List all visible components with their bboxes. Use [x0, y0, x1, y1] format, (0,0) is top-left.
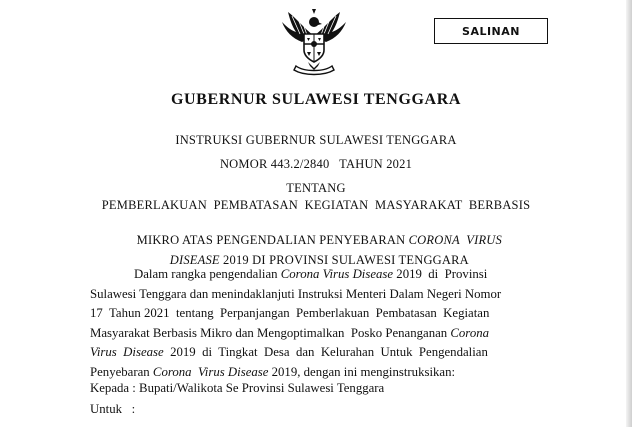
salinan-badge: SALINAN — [434, 18, 548, 44]
body-italic: Virus Disease — [90, 345, 164, 359]
body-italic: Corona — [450, 325, 490, 340]
body-paragraph — [90, 265, 544, 382]
body-line — [90, 363, 544, 383]
instruction-title: INSTRUKSI GUBERNUR SULAWESI TENGGARA — [175, 133, 457, 147]
instruction-tentang: TENTANG — [286, 181, 346, 195]
body-line: Sulawesi Tenggara dan menindaklanjuti Instruksi Menteri Dalam Negeri Nomor — [90, 286, 502, 301]
body-text: 2019, dengan ini menginstruksikan: — [268, 364, 456, 379]
body-line — [90, 324, 544, 344]
document-header-title: GUBERNUR SULAWESI TENGGARA — [170, 91, 462, 108]
body-italic: Corona Virus Disease — [280, 267, 394, 281]
subject-text: 2019 DI PROVINSI SULAWESI TENGGARA — [219, 253, 469, 267]
body-text: Penyebaran — [90, 364, 153, 379]
untuk-line: Untuk : — [90, 402, 136, 416]
garuda-emblem-icon — [274, 6, 354, 76]
body-text: 2019 di Provinsi — [393, 267, 488, 281]
body-line: 17 Tahun 2021 tentang Perpanjangan Pemberlakuan Pembatasan Kegiatan — [90, 306, 490, 320]
body-line — [90, 343, 544, 363]
body-line — [90, 265, 544, 285]
body-italic: Corona Virus Disease — [152, 364, 269, 379]
subject-italic: CORONA VIRUS — [408, 233, 502, 247]
instruction-number: NOMOR 443.2/2840 TAHUN 2021 — [219, 157, 413, 171]
body-text: Masyarakat Berbasis Mikro dan Mengoptimalkan Posko Penanganan — [90, 325, 451, 340]
body-text: Dalam rangka pengendalian — [134, 267, 281, 281]
page-edge — [626, 0, 632, 427]
instruction-subject-line-3 — [0, 238, 632, 268]
body-text: 2019 di Tingkat Desa dan Kelurahan Untuk Pengendalian — [163, 345, 488, 359]
subject-text: MIKRO ATAS PENGENDALIAN PENYEBARAN — [136, 233, 409, 247]
kepada-line: Kepada : Bupati/Walikota Se Provinsi Sulawesi Tenggara — [90, 381, 385, 395]
instruction-subject-line-1: PEMBERLAKUAN PEMBATASAN KEGIATAN MASYARAKAT BERBASIS — [101, 198, 531, 212]
subject-italic: DISEASE — [169, 253, 220, 267]
